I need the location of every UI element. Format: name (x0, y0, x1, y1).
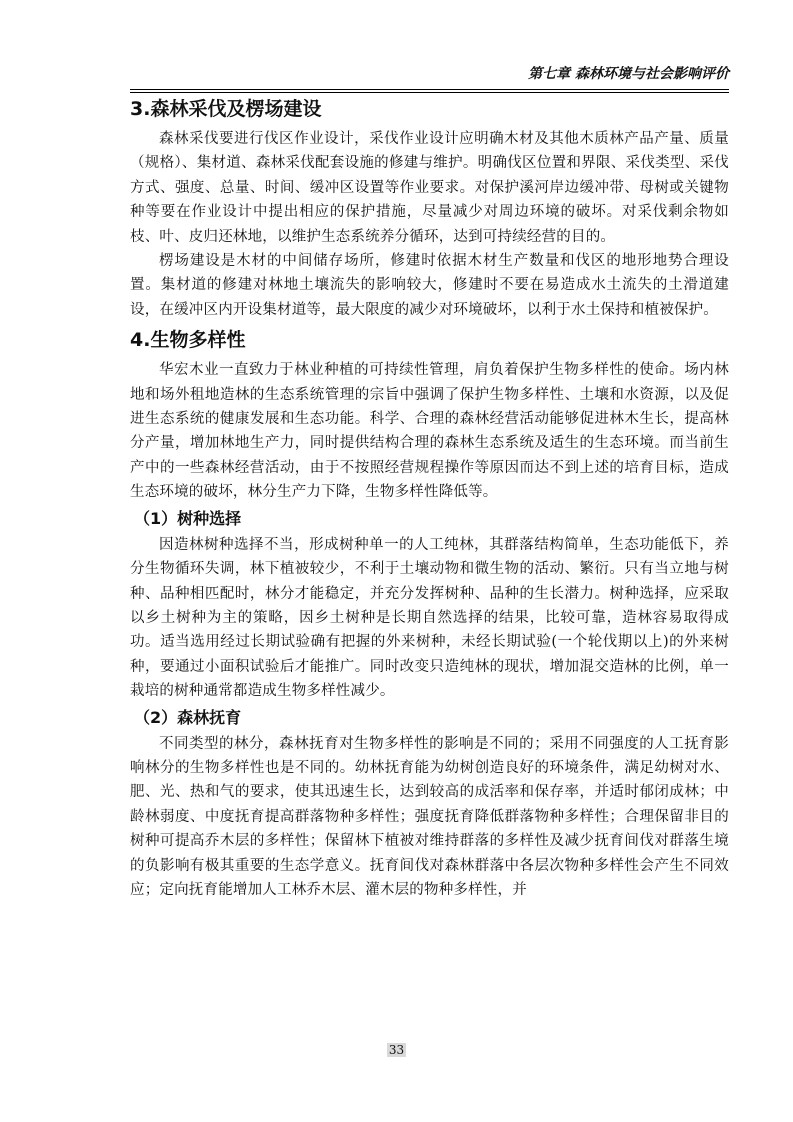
paragraph: 楞场建设是木材的中间储存场所，修建时依据木材生产数量和伐区的地形地势合理设置。集材道的修建对林地土壤流失的影响较大，修建时不要在易造成水土流失的土滑道建设，在缓冲区内开设集材道等，最大限度的减少对环境破坏，以利于水土保持和植被保护。 (130, 253, 729, 318)
running-header: 第七章 森林环境与社会影响评价 (528, 66, 729, 82)
paragraph: 森林采伐要进行伐区作业设计，采伐作业设计应明确木材及其他木质林产品产量、质量（规格）、集材道、森林采伐配套设施的修建与维护。明确伐区位置和界限、采伐类型、采伐方式、强度、总量、时间、缓冲区设置等作业要求。对保护溪河岸边缓冲带、母树或关键物种等要在作业设计中提出相应的保护措施，尽量减少对周边环境的破坏。对采伐剩余物如枝、叶、皮归还林地，以维护生态系统养分循环，达到可持续经营的目的。 (130, 131, 729, 245)
header-rule-top (130, 89, 729, 90)
page-content (130, 95, 729, 902)
section-heading-3: 3.森林采伐及楞场建设 (130, 98, 322, 120)
subsection-heading-tree-species: （1）树种选择 (134, 508, 242, 528)
subsection-heading-forest-tending: （2）森林抚育 (134, 707, 242, 727)
page-number-value: 33 (388, 1043, 405, 1057)
header-rule-bottom (130, 92, 729, 93)
paragraph: 因造林树种选择不当，形成树种单一的人工纯林，其群落结构简单，生态功能低下，养分生物循环失调，林下植被较少，不利于土壤动物和微生物的活动、繁衍。只有当立地与树种、品种相匹配时，林分才能稳定，并充分发挥树种、品种的生长潜力。树种选择，应采取以乡土树种为主的策略，因乡土树种是长期自然选择的结果，比较可靠，造林容易取得成功。适当选用经过长期试验确有把握的外来树种，未经长期试验(一个轮伐期以上)的外来树种，要通过小面积试验后才能推广。同时改变只造纯林的现状，增加混交造林的比例，单一栽培的树种通常都造成生物多样性减少。 (130, 536, 729, 700)
paragraph: 华宏木业一直致力于林业种植的可持续性管理，肩负着保护生物多样性的使命。场内林地和场外租地造林的生态系统管理的宗旨中强调了保护生物多样性、土壤和水资源，以及促进生态系统的健康发展和生态功能。科学、合理的森林经营活动能够促进林木生长，提高林分产量，增加林地生产力，同时提供结构合理的森林生态系统及适生的生态环境。而当前生产中的一些森林经营活动，由于不按照经营规程操作等原因而达不到上述的培育目标，造成生态环境的破坏，林分生产力下降，生物多样性降低等。 (130, 362, 729, 501)
page-number (0, 1043, 793, 1057)
section-heading-4: 4.生物多样性 (130, 329, 246, 352)
paragraph: 不同类型的林分，森林抚育对生物多样性的影响是不同的；采用不同强度的人工抚育影响林分的生物多样性也是不同的。幼林抚育能为幼树创造良好的环境条件，满足幼树对水、肥、光、热和气的要求，使其迅速生长，达到较高的成活率和保存率，并适时郁闭成林；中龄林弱度、中度抚育提高群落物种多样性；强度抚育降低群落物种多样性；合理保留非目的树种可提高乔木层的多样性；保留林下植被对维持群落的多样性及减少抚育间伐对群落生境的负影响有极其重要的生态学意义。抚育间伐对森林群落中各层次物种多样性会产生不同效应；定向抚育能增加人工林乔木层、灌木层的物种多样性，并 (130, 735, 729, 898)
